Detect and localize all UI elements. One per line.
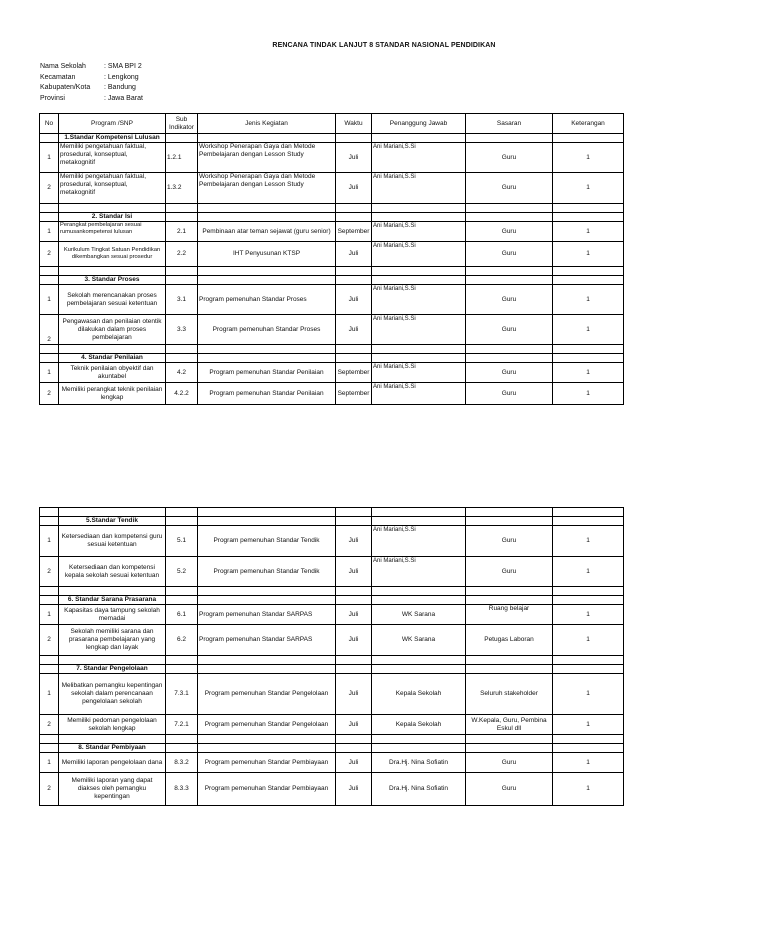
cell-sub: 6.2	[166, 625, 198, 656]
cell-sasaran: Guru	[466, 526, 553, 557]
section-row	[40, 213, 624, 222]
cell-pj: Ani Mariani,S.Si	[372, 222, 466, 242]
cell-waktu: Juli	[336, 605, 372, 625]
section-row	[40, 134, 624, 143]
table-row	[40, 173, 624, 204]
header-jenis: Jenis Kegiatan	[198, 114, 336, 134]
section-title: 6. Standar Sarana Prasarana	[59, 596, 166, 605]
cell-sasaran: Guru	[466, 557, 553, 587]
cell-no: 2	[40, 773, 59, 806]
spacer-row	[40, 204, 624, 213]
cell-program: Melibatkan pemangku kepentingan sekolah dalam perencanaan pengelolaan sekolah	[59, 674, 166, 715]
cell-ket: 1	[553, 242, 624, 267]
table-row	[40, 242, 624, 267]
cell-ket: 1	[553, 285, 624, 315]
cell-jenis: Program pemenuhan Standar Tendik	[198, 526, 336, 557]
cell-pj: WK Sarana	[372, 605, 466, 625]
table-row	[40, 222, 624, 242]
document-title: RENCANA TINDAK LANJUT 8 STANDAR NASIONAL PENDIDIKAN	[272, 42, 496, 49]
cell-program: Teknik penilaian obyektif dan akuntabel	[59, 363, 166, 383]
cell-jenis: Program pemenuhan Standar Pengelolaan	[198, 674, 336, 715]
cell-program: Memiliki laporan pengelolaan dana	[59, 753, 166, 773]
cell-sasaran: Guru	[466, 242, 553, 267]
cell-no: 2	[40, 625, 59, 656]
cell-jenis: Program pemenuhan Standar Pengelolaan	[198, 715, 336, 735]
cell-waktu: Juli	[336, 674, 372, 715]
cell-sub: 5.1	[166, 526, 198, 557]
cell-jenis: Pembinaan atar teman sejawat (guru senior)	[198, 222, 336, 242]
cell-jenis: Program pemenuhan Standar SARPAS	[198, 625, 336, 656]
section-row	[40, 744, 624, 753]
info-value: : Jawa Barat	[104, 94, 143, 102]
cell-ket: 1	[553, 753, 624, 773]
cell-program: Sekolah memiliki sarana dan prasarana pembelajaran yang lengkap dan layak	[59, 625, 166, 656]
header-no: No	[40, 114, 59, 134]
cell-waktu: Juli	[336, 315, 372, 345]
cell-pj: Kepala Sekolah	[372, 674, 466, 715]
section-row	[40, 596, 624, 605]
cell-no: 2	[40, 315, 59, 345]
cell-sasaran: Guru	[466, 315, 553, 345]
section-title: 1.Standar Kompetensi Lulusan	[59, 134, 166, 143]
cell-program: Kurikulum Tingkat Satuan Pendidikan dikembangkan sesuai prosedur	[59, 242, 166, 267]
spacer-row	[40, 345, 624, 354]
cell-program: Ketersediaan dan kompetensi guru sesuai ketentuan	[59, 526, 166, 557]
section-row	[40, 276, 624, 285]
cell-program: Kapasitas daya tampung sekolah memadai	[59, 605, 166, 625]
cell-program: Perangkat pembelajaran sesuai rumusankompetensi lulusan	[59, 222, 166, 242]
section-title: 4. Standar Penilaian	[59, 354, 166, 363]
cell-jenis: Program pemenuhan Standar Pembiayaan	[198, 773, 336, 806]
cell-no: 2	[40, 242, 59, 267]
section-title: 8. Standar Pembiyaan	[59, 744, 166, 753]
cell-sub: 7.2.1	[166, 715, 198, 735]
spacer-row	[40, 267, 624, 276]
header-pj: Penanggung Jawab	[372, 114, 466, 134]
cell-jenis: Program pemenuhan Standar Tendik	[198, 557, 336, 587]
header-keterangan: Keterangan	[553, 114, 624, 134]
cell-pj: Ani Mariani,S.Si	[372, 285, 466, 315]
cell-jenis: Program pemenuhan Standar Proses	[198, 285, 336, 315]
cell-pj: WK Sarana	[372, 625, 466, 656]
cell-no: 1	[40, 526, 59, 557]
table-row	[40, 143, 624, 173]
table-row	[40, 773, 624, 806]
cell-sasaran: Guru	[466, 173, 553, 204]
table-row	[40, 383, 624, 405]
cell-waktu: Juli	[336, 173, 372, 204]
section-title: 3. Standar Proses	[59, 276, 166, 285]
cell-waktu: September	[336, 383, 372, 405]
cell-waktu: Juli	[336, 753, 372, 773]
table-row	[40, 526, 624, 557]
info-value: : Lengkong	[104, 73, 139, 81]
header-waktu: Waktu	[336, 114, 372, 134]
cell-jenis: Program pemenuhan Standar Penilaian	[198, 363, 336, 383]
cell-pj: Kepala Sekolah	[372, 715, 466, 735]
cell-ket: 1	[553, 625, 624, 656]
cell-jenis: Program pemenuhan Standar Pembiayaan	[198, 753, 336, 773]
cell-sub: 4.2.2	[166, 383, 198, 405]
cell-sub: 4.2	[166, 363, 198, 383]
cell-sasaran: Guru	[466, 753, 553, 773]
cell-waktu: Juli	[336, 625, 372, 656]
cell-sasaran: Guru	[466, 143, 553, 173]
school-info	[40, 62, 143, 104]
cell-waktu: Juli	[336, 242, 372, 267]
cell-sub: 7.3.1	[166, 674, 198, 715]
cell-sub: 8.3.2	[166, 753, 198, 773]
cell-no: 1	[40, 143, 59, 173]
cell-jenis: Program pemenuhan Standar Proses	[198, 315, 336, 345]
cell-no: 1	[40, 285, 59, 315]
section-row	[40, 517, 624, 526]
cell-ket: 1	[553, 526, 624, 557]
section-title: 2. Standar Isi	[59, 213, 166, 222]
info-label: Kabupaten/Kota	[40, 84, 91, 91]
table-row	[40, 753, 624, 773]
spacer-row	[40, 656, 624, 665]
cell-pj: Ani Mariani,S.Si	[372, 383, 466, 405]
cell-sub: 2.1	[166, 222, 198, 242]
cell-waktu: Juli	[336, 773, 372, 806]
cell-sasaran: Guru	[466, 222, 553, 242]
cell-waktu: Juli	[336, 715, 372, 735]
cell-no: 2	[40, 557, 59, 587]
info-label: Kecamatan	[40, 73, 76, 81]
info-label: Nama Sekolah	[40, 63, 86, 70]
table-row	[40, 315, 624, 345]
info-value: : Bandung	[104, 84, 136, 91]
section-row	[40, 354, 624, 363]
cell-waktu: Juli	[336, 557, 372, 587]
cell-sub: 6.1	[166, 605, 198, 625]
cell-no: 1	[40, 363, 59, 383]
cell-sasaran: Seluruh stakeholder	[466, 674, 553, 715]
cell-ket: 1	[553, 773, 624, 806]
spacer-row	[40, 508, 624, 517]
header-program: Program /SNP	[59, 114, 166, 134]
cell-program: Memiliki perangkat teknik penilaian lengkap	[59, 383, 166, 405]
cell-ket: 1	[553, 715, 624, 735]
cell-pj: Dra.Hj. Nina Sofiatin	[372, 773, 466, 806]
cell-sasaran: Ruang belajar	[466, 605, 553, 625]
info-label: Provinsi	[40, 94, 65, 102]
plan-table-1	[39, 113, 624, 405]
table-row	[40, 363, 624, 383]
table-row	[40, 557, 624, 587]
cell-ket: 1	[553, 605, 624, 625]
cell-jenis: Program pemenuhan Standar SARPAS	[198, 605, 336, 625]
cell-jenis: Program pemenuhan Standar Penilaian	[198, 383, 336, 405]
cell-program: Sekolah merencanakan proses pembelajaran sesuai ketentuan	[59, 285, 166, 315]
table-row	[40, 674, 624, 715]
cell-ket: 1	[553, 363, 624, 383]
cell-sasaran: W.Kepala, Guru, Pembina Eskul dll	[466, 715, 553, 735]
cell-ket: 1	[553, 557, 624, 587]
cell-sub: 8.3.3	[166, 773, 198, 806]
cell-waktu: Juli	[336, 526, 372, 557]
cell-pj: Ani Mariani,S.Si	[372, 526, 466, 557]
section-row	[40, 665, 624, 674]
cell-program: Memiliki pengetahuan faktual, prosedural, konseptual, metakognitif	[59, 143, 166, 173]
cell-program: Ketersediaan dan kompetensi kepala sekolah sesuai ketentuan	[59, 557, 166, 587]
cell-pj: Ani Mariani,S.Si	[372, 363, 466, 383]
cell-sub: 1.3.2	[166, 173, 198, 204]
cell-ket: 1	[553, 143, 624, 173]
cell-pj: Ani Mariani,S.Si	[372, 242, 466, 267]
spacer-row	[40, 587, 624, 596]
cell-program: Memiliki laporan yang dapat diakses oleh pemangku kepentingan	[59, 773, 166, 806]
cell-waktu: September	[336, 363, 372, 383]
cell-waktu: Juli	[336, 143, 372, 173]
cell-no: 1	[40, 605, 59, 625]
cell-sub: 3.1	[166, 285, 198, 315]
header-sub-indikator: Sub Indikator	[166, 114, 198, 134]
cell-program: Pengawasan dan penilaian otentik dilakukan dalam proses pembelajaran	[59, 315, 166, 345]
plan-table-2	[39, 507, 624, 806]
cell-no: 2	[40, 383, 59, 405]
cell-pj: Ani Mariani,S.Si	[372, 315, 466, 345]
cell-sub: 1.2.1	[166, 143, 198, 173]
section-title: 7. Standar Pengelolaan	[59, 665, 166, 674]
table-row	[40, 715, 624, 735]
cell-sub: 2.2	[166, 242, 198, 267]
cell-ket: 1	[553, 674, 624, 715]
cell-program: Memiliki pengetahuan faktual, prosedural, konseptual, metakognitif	[59, 173, 166, 204]
cell-sasaran: Guru	[466, 285, 553, 315]
cell-sub: 5.2	[166, 557, 198, 587]
cell-pj: Dra.Hj. Nina Sofiatin	[372, 753, 466, 773]
info-value: : SMA BPI 2	[104, 63, 142, 70]
cell-sasaran: Guru	[466, 383, 553, 405]
cell-ket: 1	[553, 315, 624, 345]
table-header-row	[40, 114, 624, 134]
cell-waktu: Juli	[336, 285, 372, 315]
cell-ket: 1	[553, 222, 624, 242]
cell-no: 2	[40, 715, 59, 735]
table-row	[40, 625, 624, 656]
cell-no: 1	[40, 753, 59, 773]
cell-pj: Ani Mariani,S.Si	[372, 173, 466, 204]
cell-ket: 1	[553, 383, 624, 405]
cell-program: Memiliki pedoman pengelolaan sekolah lengkap	[59, 715, 166, 735]
cell-sasaran: Petugas Laboran	[466, 625, 553, 656]
cell-sub: 3.3	[166, 315, 198, 345]
cell-waktu: September	[336, 222, 372, 242]
cell-no: 2	[40, 173, 59, 204]
cell-sasaran: Guru	[466, 773, 553, 806]
cell-jenis: Workshop Penerapan Gaya dan Metode Pembelajaran dengan Lesson Study	[198, 173, 336, 204]
table-row	[40, 285, 624, 315]
cell-jenis: IHT Penyusunan KTSP	[198, 242, 336, 267]
cell-pj: Ani Mariani,S.Si	[372, 143, 466, 173]
section-title: 5.Standar Tendik	[59, 517, 166, 526]
spacer-row	[40, 735, 624, 744]
cell-no: 1	[40, 222, 59, 242]
cell-ket: 1	[553, 173, 624, 204]
cell-jenis: Workshop Penerapan Gaya dan Metode Pembelajaran dengan Lesson Study	[198, 143, 336, 173]
cell-pj: Ani Mariani,S.Si	[372, 557, 466, 587]
table-row	[40, 605, 624, 625]
header-sasaran: Sasaran	[466, 114, 553, 134]
cell-sasaran: Guru	[466, 363, 553, 383]
cell-no: 1	[40, 674, 59, 715]
